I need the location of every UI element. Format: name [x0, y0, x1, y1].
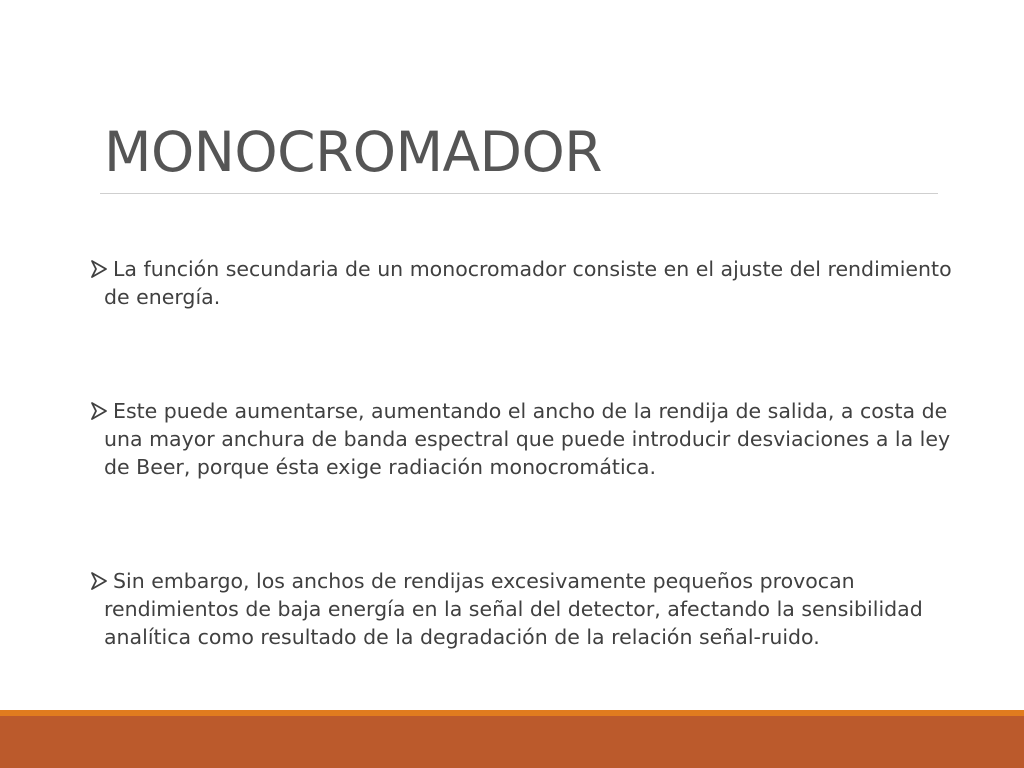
bullet-text: Este puede aumentarse, aumentando el ancho de la rendija de salida, a costa de una mayor anchura de banda espectral que puede introducir desviaciones a la ley de Beer, porque ésta exige radiación monocromática. — [104, 399, 951, 479]
bullet-text: Sin embargo, los anchos de rendijas excesivamente pequeños provocan rendimientos de baja energía en la señal del detector, afectando la sensibilidad analítica como resultado de la degradación de la relación señal-ruido. — [104, 569, 923, 649]
bullet-text: La función secundaria de un monocromador consiste en el ajuste del rendimiento de energía. — [104, 257, 952, 309]
title-divider — [100, 193, 938, 194]
slide-title: MONOCROMADOR — [104, 120, 603, 184]
arrow-bullet-icon — [90, 571, 108, 591]
arrow-bullet-icon — [90, 401, 108, 421]
bullet-item — [92, 397, 952, 481]
bullet-item — [92, 567, 952, 651]
bullet-list — [92, 255, 952, 651]
arrow-bullet-icon — [90, 259, 108, 279]
bullet-item — [92, 255, 952, 311]
footer-band — [0, 716, 1024, 768]
